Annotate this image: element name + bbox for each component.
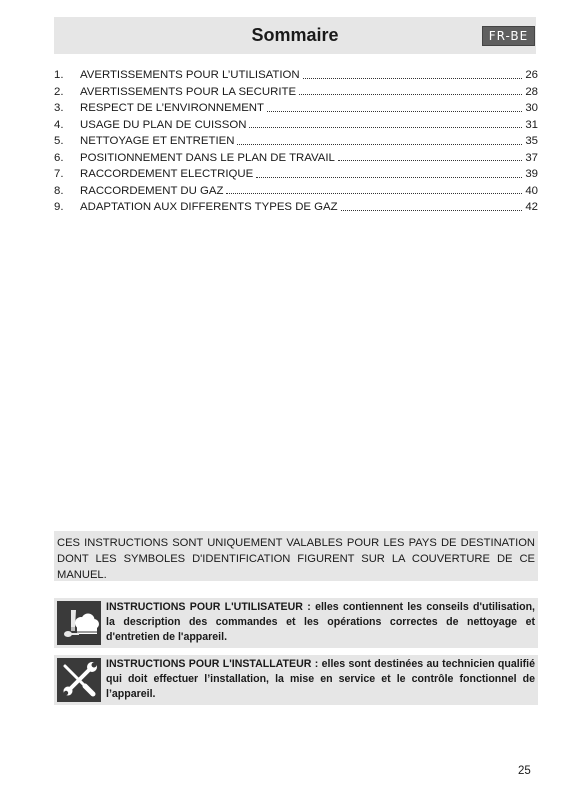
toc-item[interactable] [54,199,538,216]
toc-item-title: RESPECT DE L’ENVIRONNEMENT [80,102,264,114]
language-badge [482,26,535,46]
toc-item[interactable] [54,117,538,134]
toc-item-number: 2. [54,85,64,98]
toc-item-number: 8. [54,184,64,197]
toc-leader-dots [341,210,523,211]
toc-item-number: 1. [54,69,64,81]
toc-leader-dots [267,111,522,112]
user-instructions-text: INSTRUCTIONS POUR L'UTILISATEUR : elles contiennent les conseils d'utilisation, la description des commandes et les opérations correctes de nettoyage et d'entretien de l'appareil. [106,601,535,643]
toc-item-page: 28 [525,85,538,98]
toc-item-page: 30 [525,102,538,114]
toc-item-page: 40 [525,184,538,197]
toc-item-title: RACCORDEMENT DU GAZ [80,184,224,197]
toc-item-page: 42 [525,201,538,213]
toc-item[interactable] [54,67,538,84]
toc-item[interactable] [54,166,538,183]
toc-item-page: 37 [525,151,538,164]
toc-leader-dots [256,177,522,178]
toc-item-number: 6. [54,151,64,164]
validity-note: CES INSTRUCTIONS SONT UNIQUEMENT VALABLES POUR LES PAYS DE DESTINATION DONT LES SYMBOLES D'IDENTIFICATION FIGURENT SUR LA COUVERTURE DE CE MANUEL. [54,531,538,581]
toc-item-number: 4. [54,118,64,131]
toc-item-page: 39 [525,168,538,180]
toc-item-number: 3. [54,102,64,114]
toc-item[interactable] [54,150,538,167]
toc-item[interactable] [54,183,538,200]
chef-hat-icon [57,601,101,645]
toc-item[interactable] [54,100,538,117]
installer-instructions-text: INSTRUCTIONS POUR L'INSTALLATEUR : elles sont destinées au technicien qualifié qui doit effectuer l’installation, la mise en service et le contrôle fonctionnel de l’appareil. [106,658,535,700]
toc-item[interactable] [54,84,538,101]
toc-leader-dots [338,160,522,161]
toc-item[interactable] [54,133,538,150]
toc-item-number: 5. [54,135,64,147]
toc-item-title: RACCORDEMENT ELECTRIQUE [80,168,254,180]
installer-instructions-box [54,655,538,705]
toc-item-title: AVERTISSEMENTS POUR L’UTILISATION [80,69,300,81]
toc-item-number: 9. [54,201,64,213]
toc-leader-dots [303,78,523,79]
tools-icon [57,658,101,702]
toc-item-title: POSITIONNEMENT DANS LE PLAN DE TRAVAIL [80,151,335,164]
toc-leader-dots [249,127,522,128]
toc-item-page: 35 [525,135,538,147]
toc-leader-dots [237,144,522,145]
page-number: 25 [518,765,531,777]
toc-item-title: NETTOYAGE ET ENTRETIEN [80,135,235,147]
toc-item-page: 31 [525,118,538,131]
toc-item-number: 7. [54,168,64,180]
user-instructions-box [54,598,538,648]
toc-item-page: 26 [525,69,538,81]
toc-item-title: AVERTISSEMENTS POUR LA SECURITE [80,85,297,98]
table-of-contents [54,67,538,216]
header-bar [54,17,536,54]
language-badge-label: FR-BE [488,29,529,43]
toc-leader-dots [299,94,522,95]
toc-item-title: USAGE DU PLAN DE CUISSON [80,118,247,131]
toc-leader-dots [226,193,522,194]
page-title: Sommaire [251,25,339,45]
toc-item-title: ADAPTATION AUX DIFFERENTS TYPES DE GAZ [80,201,338,213]
